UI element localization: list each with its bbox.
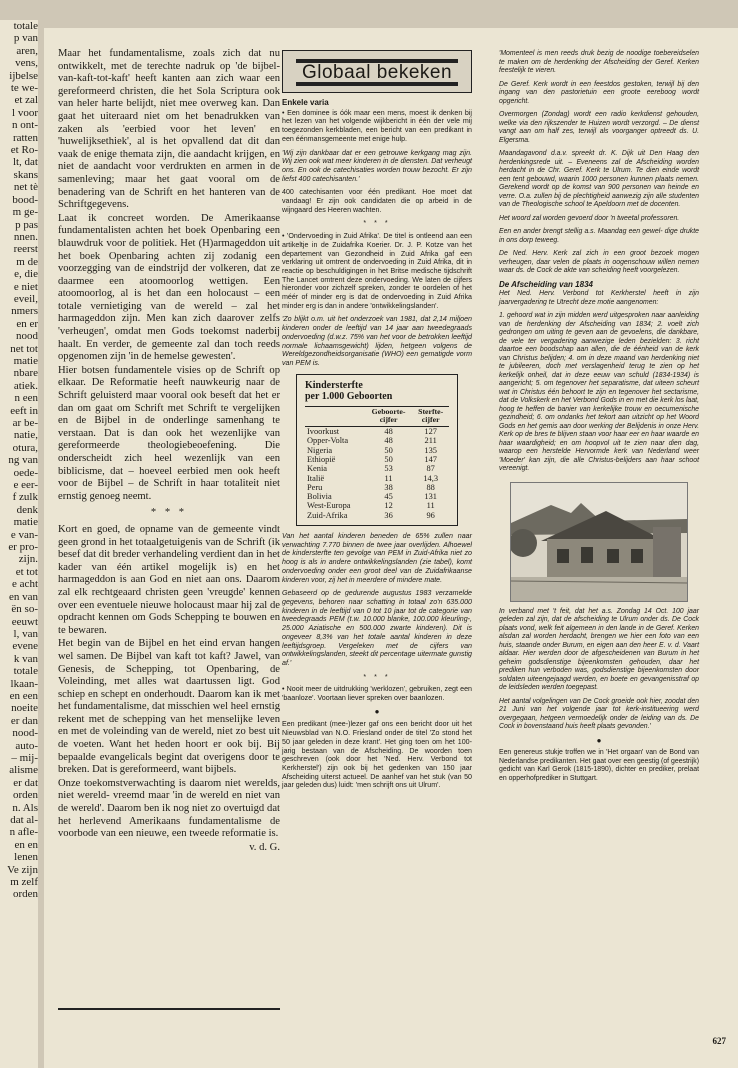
page-number: 627: [712, 1036, 726, 1046]
left-page-text-line: p pas: [15, 218, 38, 231]
subheading: De Afscheiding van 1834: [499, 279, 593, 289]
essay-paragraph-6: Onze toekomstverwachting is daarom niet werelds, niet wereld- vreemd maar 'in de wereld en niet van de wereld'. Daarom ben ik nog niet zo overtuigd dat het herlevend Amerikaans fundamentalisme de voorbode van een nieuwe, een tweede reformatie is.: [58, 777, 280, 840]
left-page-text-line: ar be-: [12, 417, 38, 429]
table-row: [305, 427, 449, 437]
essay-paragraph-5: Het begin van de Bijbel en het eind ervan hangen wel samen. De Bijbel van kaft tot kaft? Jawel, van Genesis, de Schepping, tot Openbaring, de Voleinding, met alles wat daartussen ligt. God schiep en schept en onderhoudt. Daarom kan ik met het fundamentalisme, dat misschien wel heel ernstig rekent met de schepping van het menselijke leven en met de voleinding van de wereld, niet zo best uit de voeten. Want het heden hoort er ook bij. Bij bepaalde evangelicals begint dat overigens door te breken. Dat is gereformeerd, want bijbels.: [58, 638, 280, 776]
motion-list: 1. gehoord wat in zijn midden werd uitgesproken naar aanleiding van de herdenking der Afscheiding van 1834; 2. voelt zich gedrongen om uiting te geven aan de gevoelens, die dankbare, de vele ter vergadering aanwezige leden bezielden: 3. richt daartoe een boodschap aan allen, die de éénheid van de kerk van Christus belijden; 4. om in deze maand van herdenking niet te jubileeren, doch met verslagenheid terug te zien op het kerkelijk onheil, dat in deze eeuw van schuld (1834-1934) is aangericht; 5. om tegenover het separatisme, dat uiteen scheurt wat in Christus één behoort te zijn en tegenover het sectarisme, dat de Volkskerk en het Verbond Gods in en met die kerk los laat, hoog te heffen de banier van kerkelijke trouw en oecumenische gezindheid; 6. om ondanks het tekort aan uitzicht op het Woord Gods en het gemis aan door werking der Belijdenis in onze Herv. Kerk op de bres te blijven staan voor haar eer en haar waarde en haar waardigheid; en om hoopvol uit te zien naar dien dag, waarop een herstelde Hervormde kerk van Nederland weer 'Moeder' kan zijn, die alle Christus-belijders aan haar schoot vereenigt.: [499, 312, 699, 472]
left-page-text-line: e, die: [14, 268, 38, 281]
column-header-death: Sterfte- cijfer: [412, 406, 449, 426]
birth-rate-cell: 53: [384, 464, 393, 474]
section-separator: * * *: [363, 219, 391, 228]
left-page-text-line: er dat: [13, 776, 38, 789]
quote-paragraph: 'Zo blijkt o.m. uit het onderzoek van 1981, dat 2,14 miljoen kinderen onder de leeftijd van 14 jaar aan tweedegraads ondervoeding (d.w.z. 75% van het voor de betrokken leeftijd normale lichaamsgewicht) lijden, hetgeen volgens de Wereldgezondheidsorganisatie (WHO) een gematigde vorm van PEM is.: [282, 315, 472, 367]
quote-paragraph: De Ned. Herv. Kerk zal zich in een groot bezoek mogen verheugen, daar velen de plaats in oogenschouw willen nemen waar ds. de Cock de akte van scheiding heeft voorgelezen.: [499, 250, 699, 274]
left-page-text-line: er dan: [10, 714, 38, 727]
left-page-text-line: ng van: [8, 454, 38, 467]
table-row: [305, 474, 449, 483]
magazine-page: [44, 28, 738, 1068]
left-page-text-line: er pro-: [8, 541, 38, 554]
subheading: Enkele varia: [282, 98, 329, 107]
death-rate-cell: 14,3: [423, 473, 438, 483]
country-cell: Peru: [307, 482, 323, 492]
left-page-text-line: nood-: [12, 727, 38, 740]
left-page-text-line: skans: [13, 168, 38, 181]
quote-paragraph: Van het aantal kinderen beneden de 65% zullen naar verwachting 7.770 binnen de twee jaar overlijden. Alhoewel de kindersterfte ten gevolge van PEM in Zuid-Afrika niet zo hoog is als in andere ontwikkelingslanden (zie tabel), komt ondervoeding onder een groot deel van de Zuidafrikaanse kinderen voor, zij het in meerdere of mindere mate.: [282, 532, 472, 584]
left-page-text-line: e acht: [12, 578, 38, 591]
left-page-text-line: ijbelse: [9, 69, 38, 82]
column-header-country: [305, 406, 365, 426]
left-page-text-line: te we-: [10, 82, 38, 95]
left-page-text-line: et Ro-: [10, 144, 38, 157]
birth-rate-cell: 12: [384, 501, 393, 511]
left-page-text-line: eeuwt: [11, 615, 38, 628]
column-header-birth: Geboorte- cijfer: [365, 406, 413, 426]
death-rate-cell: 127: [424, 427, 437, 437]
left-page-text-line: nbare: [13, 367, 38, 380]
quote-paragraph: 'Wij zijn dankbaar dat er een getrouwe kerkgang mag zijn. Wij zien ook wat meer kinderen in de diensten. Dat verheugt ons. En ook de catechisaties worden trouw bezocht. Er zijn liefst 400 catechisanten.': [282, 148, 472, 183]
banner-title: Globaal bekeken: [296, 59, 458, 86]
table-title: Kindersterfte: [305, 379, 363, 391]
left-page-text-line: n. Als: [12, 801, 38, 814]
birth-rate-cell: 45: [384, 492, 393, 502]
quote-paragraph: Het Ned. Herv. Verbond tot Kerkherstel heeft in zijn jaarvergadering te Utrecht deze motie aangenomen:: [499, 290, 699, 306]
mortality-table: [296, 374, 458, 526]
section-banner: [282, 50, 472, 93]
left-page-text-line: matie: [13, 354, 38, 367]
left-page-text-line: eeft in: [10, 404, 38, 417]
news-paragraph: • Nooit meer de uitdrukking 'werklozen', gebruiken, zegt een 'baanloze'. Voortaan liever spreken over baanlozen.: [282, 685, 472, 703]
left-page-text-line: m ge-: [12, 206, 38, 219]
left-page-text-line: nood: [16, 330, 38, 343]
table-row: [305, 483, 449, 492]
left-page-text-line: – mij-: [11, 751, 38, 764]
left-page-text-line: noeite: [11, 702, 38, 715]
country-cell: Italië: [307, 473, 325, 483]
left-page-text-line: n ont-: [12, 119, 38, 132]
left-page-text-line: f zulk: [12, 491, 38, 504]
country-cell: Ethiopië: [307, 454, 336, 464]
house-photo: [510, 482, 688, 602]
death-rate-cell: 131: [424, 492, 437, 502]
left-page-text-line: n een: [14, 392, 38, 405]
left-page-text-line: totale: [13, 665, 38, 678]
left-page-text-line: nnen.: [13, 230, 38, 243]
left-page-text-line: lenen: [14, 851, 38, 864]
news-paragraph: • Een dominee is óók maar een mens, moest ik denken bij het lezen van het volgende wijkbericht in één der vele mij toegezonden kerkbladen, een bericht van een predikant in een éénmansgemeente met enige hulp.: [282, 108, 472, 143]
essay-paragraph-2: Laat ik concreet worden. De Amerikaanse fundamentalisten achten het boek Openbaring een blauwdruk voor de politiek. Het (H)armageddon uit het boek Openbaring achten zij zodanig een voorzegging van de eindstrijd der volkeren, dat ze daarmee een atoomoorlog wettigen. Een atoomoorlog, al is het dan een holocaust – een totale vernietiging van de wereld – zal het harmageddon zijn. Men kan zich daarover zelfs 'verheugen', omdat men Gods toekomst naderbij haalt. En verder, de gemeente zal dan toch reeds opgenomen zijn 'in de hemelse gewesten'.: [58, 212, 280, 363]
quote-paragraph: De Geref. Kerk wordt in een feestdos gestoken, terwijl bij den ingang van den pastorietuin een groote eereboog wordt opgericht.: [499, 80, 699, 105]
birth-rate-cell: 11: [384, 473, 393, 483]
left-page-text-line: auto-: [15, 739, 38, 752]
essay-paragraph-3: Hier botsen fundamentele visies op de Schrift op elkaar. De Reformatie heeft nauwkeurig naar de Schrift geluisterd maar vooral ook beseft dat het er dan om gaat om Schrift met Schrift te vergelijken en de Bijbel in de onderlinge samenhang te verstaan. Dat is dan ook het wezenlijke van gereformeerde theologiebeoefening. Die onderscheidt zich heel wezenlijk van een biblicisme, dat – hoeveel eerbied men ook heeft voor de Bijbel – de Schrift in haar totaliteit niet ernstig genoeg neemt.: [58, 364, 280, 502]
left-page-text-line: e van-: [10, 528, 38, 541]
left-page-text-line: nmers: [11, 305, 38, 318]
table-row: [305, 464, 449, 473]
country-cell: West-Europa: [307, 501, 351, 511]
left-page-text-line: bood-: [12, 193, 38, 206]
house-photo-illustration: [511, 483, 687, 601]
section-separator: * * *: [150, 507, 188, 519]
left-page-text-line: en van: [8, 590, 38, 603]
quote-paragraph: 'Momenteel is men reeds druk bezig de noodige toebereidselen te maken om de herdenking der Afscheiding der Geref. Kerken feestelijk te vieren.: [499, 50, 699, 74]
section-separator: * * *: [363, 672, 391, 681]
death-rate-cell: 11: [426, 501, 435, 511]
left-page-text-line: en een: [9, 689, 38, 702]
death-rate-cell: 88: [426, 482, 435, 492]
left-page-text-line: evene: [12, 640, 38, 653]
author-signature: v. d. G.: [249, 841, 280, 853]
bullet-separator: ●: [596, 735, 602, 745]
left-page-text-line: l, van: [13, 627, 38, 640]
country-cell: Ivoorkust: [307, 427, 340, 437]
left-page-text-line: alisme: [9, 764, 38, 777]
death-rate-cell: 211: [424, 436, 437, 446]
quote-paragraph: In verband met 't feit, dat het a.s. Zondag 14 Oct. 100 jaar geleden zal zijn, dat de afscheiding te Ulrum onder ds. De Cock plaats vond, welk feit algemeen in den lande in de Geref. Kerken alsdan zal worden herdacht, brengen we hier een foto van een huis, staande onder Burum, en eigen aan den heer E. v. d. Vaart aldaar. Hier werden door de afgescheidenen van Burum in het geheim godsdienstige bijeenkomsten gehouden, daar het prediken hun verboden was, godsdienstige bijeenkomsten door soldaten uiteengejaagd werden, en boete en gevangenisstraf op de leidsleden werden toegepast.: [499, 607, 699, 691]
birth-rate-cell: 48: [384, 427, 393, 437]
death-rate-cell: 96: [426, 510, 435, 520]
quote-paragraph: Gebaseerd op de gedurende augustus 1983 verzamelde gegevens, behoren naar schatting in totaal zo'n 635.000 kinderen in de leeftijd van 0 tot 10 jaar tot de categorie van tweedegraads PEM (t.w. 10.000 blanke, 100.000 kleurling-, 25.000 Aziatische en 500.000 zwarte kinderen). Dit is ongeveer 8,3% van het totale aantal kinderen in deze leeftijdsgroep. Vergeleken met de cijfers van ontwikkelingslanden, steekt dit percentage uitermate gunstig af.': [282, 589, 472, 667]
news-paragraph: Een genereus stukje troffen we in 'Het orgaan' van de Bond van Nederlandse predikanten. Het gaat over een geestig (of geestrijk) gedicht van Karl Gerok (1815-1890), dichter en prediker, prelaat en opperhofprediker in Stuttgart.: [499, 749, 699, 782]
news-column: [282, 50, 472, 795]
left-page-text-line: lkaan-: [10, 677, 38, 690]
country-cell: Zuid-Afrika: [307, 510, 348, 520]
left-page-text-line: ën so-: [11, 603, 38, 616]
left-page-text-line: totale: [13, 20, 38, 32]
news-paragraph: • 'Ondervoeding in Zuid Afrika'. De titel is ontleend aan een artikeltje in de Zuidafrika Koerier. Dr. J. P. Kotze van het departement van Gezondheid in Zuid Afrika gaf een verklaring uit omtrent de ondervoeding in Zuid Afrika, dit in reactie op beschuldigingen in het Britse medische tijdschrift The Lancet omtrent deze ondervoeding. We laten de cijfers hieronder voor zichzelf spreken, zonder te oordelen of het méér of minder erg is dat de ondervoeding in Zuid Afrika minder erg is dan in andere 'ontwikkelingslanden'.: [282, 232, 472, 310]
left-page-text-line: net tè: [13, 181, 38, 194]
country-cell: Bolivia: [307, 492, 332, 502]
column-rule: [58, 1008, 280, 1010]
left-page-text-line: lt, dat: [12, 156, 38, 169]
left-page-text-line: en en: [14, 838, 38, 851]
left-page-text-line: natie,: [13, 429, 38, 442]
left-page-text-line: p van: [13, 32, 38, 45]
quote-paragraph: Maandagavond d.a.v. spreekt dr. K. Dijk uit Den Haag den herdenkingsrede uit. – Eveneens zal de Afscheiding worden herdacht in de Chr. Geref. Kerk te Ulrum. Te dien einde wordt een tent gebouwd, waarin 1000 personen kunnen plaats nemen. Gerekend wordt op de komst van 900 personen van heinde en verre. O.a. zullen bij de plechtigheid aanwezig zijn alle studenten van de Theologische school te Apeldoorn met de docenten.: [499, 150, 699, 208]
left-page-text-line: oede-: [13, 466, 38, 479]
left-page-text-line: aren,: [16, 44, 38, 57]
table-row: [305, 511, 449, 520]
birth-rate-cell: 38: [384, 482, 393, 492]
left-page-text-line: orden: [12, 789, 38, 802]
left-page-text-line: reerst: [13, 243, 38, 256]
quote-paragraph: Een en ander brengt stellig a.s. Maandag een gewel- dige drukte in ons dorp teweeg.: [499, 228, 699, 244]
birth-rate-cell: 36: [384, 510, 393, 520]
left-page-text-line: orden: [12, 888, 38, 901]
left-page-text-line: vens,: [15, 57, 38, 70]
death-rate-cell: 147: [424, 454, 437, 464]
essay-paragraph-1: Maar het fundamentalisme, zoals zich dat nu ontwikkelt, met de terechte nadruk op 'de bijbel-van-kaft-tot-kaft' heeft kanten aan zich waar een gereformeerd christen, die het Sola Scriptura ook van heler harte belijdt, niet mee overweg kan. Dan gaat het uiteraard niet om het benadrukken van zaken als 'eerbied voor het leven' en 'huwelijksethiek', al is het opvallend dat dit dan vaak de enige themata zijn, die aandacht krijgen, en niet de aandacht voor verdrukten en armen in de samenleving; maar het gaat vooral om de benadering van de Schrift en het hanteren van de Schriftgegevens.: [58, 48, 280, 211]
death-rate-cell: 135: [424, 445, 437, 455]
news-paragraph: Een predikant (mee-)lezer gaf ons een bericht door uit het Nieuwsblad van N.O. Friesland onder de titel 'Zo stond het 50 jaar geleden in deze krant'. Het ging toen om het 100-jarig bestaan van de Afscheiding. De woorden toen geschreven (ook door het 'Ned. Herv. Verbond tot Kerkherstel') zijn ook bij het gedenken van 150 jaar Afscheiding uiterst actueel. De aanhef van het stuk (van 50 jaar geleden dus) luidt: 'men schrijft ons uit Ulrum'.: [282, 720, 472, 790]
left-page-text-line: eveil,: [13, 292, 38, 305]
left-page-text-line: e niet: [13, 280, 38, 293]
left-page-text-line: et tot: [15, 565, 38, 578]
table-row: [305, 436, 449, 445]
birth-rate-cell: 50: [384, 445, 393, 455]
quote-column: [499, 50, 699, 788]
death-rate-cell: 87: [426, 464, 435, 474]
table-row: [305, 492, 449, 501]
left-page-text-line: m zelf: [10, 876, 38, 889]
left-page-text-line: m de: [16, 255, 38, 268]
news-paragraph: 400 catechisanten voor één predikant. Hoe moet dat vandaag! Er zijn ook candidaten die op arbeid in de wijngaard des Heeren wachten.: [282, 188, 472, 214]
left-page-text-line: atiek.: [13, 379, 38, 392]
country-cell: Opper-Volta: [307, 436, 349, 446]
birth-rate-cell: 48: [384, 436, 393, 446]
left-page-text-line: net tot: [10, 342, 38, 355]
birth-rate-cell: 50: [384, 454, 393, 464]
essay-column: [58, 48, 280, 855]
left-page-text-line: otura,: [12, 441, 38, 454]
table-row: [305, 501, 449, 510]
table-subtitle: per 1.000 Geboorten: [305, 390, 393, 402]
left-page-text-line: dat al-: [10, 814, 38, 826]
left-page-text-line: zijn.: [18, 553, 38, 566]
left-page-text-line: k van: [13, 652, 38, 665]
left-page-text-line: denk: [16, 503, 38, 516]
quote-paragraph: Overmorgen (Zondag) wordt een radio kerkdienst gehouden, welke via den rijkszender te Huizen wordt verzorgd. – De dienst vangt aan om half zes, terwijl als voorganger optreedt ds. U. Elgersma.: [499, 111, 699, 144]
left-page-text-line: matie: [13, 516, 38, 529]
left-page-text-line: Ve zijn: [7, 863, 38, 876]
table-row: [305, 455, 449, 464]
quote-paragraph: Het woord zal worden gevoerd door 'n tweetal professoren.: [499, 214, 680, 222]
left-page-strip: [0, 20, 38, 1068]
quote-paragraph: Het aantal volgelingen van De Cock groeide ook hier, zoodat den 21 Juni van het volgende jaar tot kerk-institueering werd overgegaan, hetgeen vermoedelijk onder de leiding van ds. De Cock in bovenstaand huis heeft plaats gevonden.': [499, 697, 699, 730]
left-page-text-line: en er: [16, 317, 38, 330]
left-page-text-line: ratten: [12, 131, 38, 144]
left-page-text-line: n afle-: [9, 826, 38, 839]
left-page-text-line: et zal: [14, 94, 38, 107]
table-row: [305, 446, 449, 455]
bullet-separator: ●: [374, 706, 380, 716]
essay-paragraph-4: Kort en goed, de opname van de gemeente vindt geen grond in het totaalgetuigenis van de Schrift (ik besef dat dit breder verhandeling verdient dan in het kader van één artikel mogelijk is) en het harmageddon is aan God en niet aan ons. Daarom zal elk rechtgeaard christen geen 'vreugde' kennen over een eventuele nieuwe holocaust maar hij zal de opdracht kennen om Gods Schepping te bouwen en te bewaren.: [58, 523, 280, 636]
data-table: [305, 406, 449, 520]
country-cell: Kenia: [307, 464, 327, 474]
left-page-text-line: l voor: [12, 106, 38, 119]
left-page-text-line: e eer-: [13, 479, 38, 492]
country-cell: Nigeria: [307, 445, 333, 455]
